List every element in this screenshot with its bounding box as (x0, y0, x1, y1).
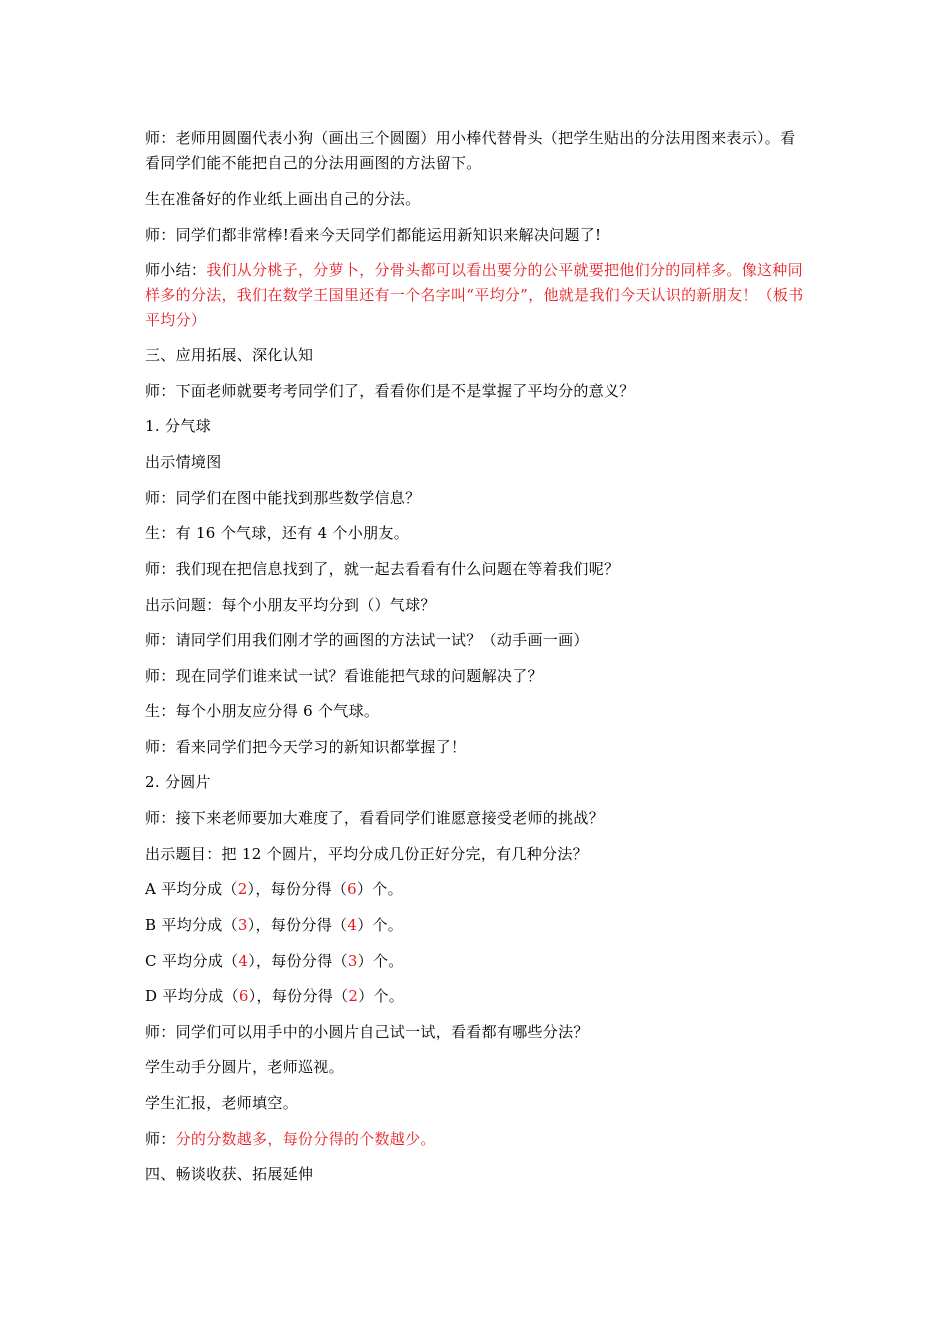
option-mid: ），每份分得（ (247, 880, 348, 898)
option-c (145, 949, 810, 974)
option-end: ）个。 (358, 987, 405, 1005)
conclusion-prefix: 师： (145, 1130, 176, 1148)
option-parts: 2 (237, 880, 248, 898)
summary-highlight: 我们从分桃子，分萝卜，分骨头都可以看出要分的公平就要把他们分的同样多。像这种同样多的分法，我们在数学王国里还有一个名字叫“平均分”，他就是我们今天认识的新朋友！（板书平均分） (145, 261, 804, 329)
paragraph-student-info: 生：有 16 个气球，还有 4 个小朋友。 (145, 524, 410, 542)
summary-prefix: 师小结： (145, 261, 207, 279)
section-heading-4: 四、畅谈收获、拓展延伸 (145, 1165, 314, 1183)
option-mid: ），每份分得（ (247, 916, 348, 934)
paragraph-teacher-draw: 师：老师用圆圈代表小狗（画出三个圆圈）用小棒代替骨头（把学生贴出的分法用图来表示）。看看同学们能不能把自己的分法用画图的方法留下。 (145, 129, 796, 172)
option-end: ）个。 (357, 880, 403, 898)
paragraph-teacher-problem: 师：我们现在把信息找到了，就一起去看看有什么问题在等着我们呢？ (145, 560, 620, 578)
paragraph-students-divide: 学生动手分圆片，老师巡视。 (145, 1058, 344, 1076)
option-lead: D 平均分成（ (145, 987, 239, 1005)
option-b (145, 913, 810, 938)
option-lead: A 平均分成（ (145, 880, 238, 898)
subheading-balloons: 1. 分气球 (145, 417, 211, 435)
option-each: 2 (348, 987, 359, 1005)
option-parts: 6 (238, 987, 249, 1005)
option-end: ）个。 (357, 916, 404, 934)
paragraph-teacher-mastered: 师：看来同学们把今天学习的新知识都掌握了！ (145, 738, 467, 756)
option-mid: ），每份分得（ (248, 987, 349, 1005)
paragraph-teacher-try: 师：请同学们用我们刚才学的画图的方法试一试？（动手画一画） (145, 631, 589, 649)
option-d (145, 984, 810, 1009)
conclusion-highlight: 分的分数越多，每份分得的个数越少。 (175, 1130, 436, 1148)
paragraph-teacher-challenge: 师：接下来老师要加大难度了，看看同学们谁愿意接受老师的挑战？ (145, 809, 605, 827)
paragraph-teacher-praise: 师：同学们都非常棒!看来今天同学们都能运用新知识来解决问题了! (145, 226, 602, 244)
paragraph-teacher-conclusion (145, 1127, 810, 1152)
paragraph-teacher-who: 师：现在同学们谁来试一试？看谁能把气球的问题解决了？ (145, 667, 543, 685)
paragraph-student-answer: 生：每个小朋友应分得 6 个气球。 (145, 702, 380, 720)
paragraph-show-problem: 出示问题：每个小朋友平均分到（）气球？ (145, 596, 436, 614)
paragraph-teacher-try-discs: 师：同学们可以用手中的小圆片自己试一试，看看都有哪些分法？ (145, 1023, 589, 1041)
paragraph-show-question: 出示题目：把 12 个圆片，平均分成几份正好分完，有几种分法？ (145, 845, 588, 863)
option-each: 4 (347, 916, 358, 934)
paragraph-students-report: 学生汇报，老师填空。 (145, 1094, 299, 1112)
paragraph-student-draw: 生在准备好的作业纸上画出自己的分法。 (145, 190, 421, 208)
paragraph-teacher-info: 师：同学们在图中能找到那些数学信息？ (145, 489, 421, 507)
option-end: ）个。 (357, 952, 404, 970)
option-mid: ），每份分得（ (248, 952, 348, 970)
section-heading-3: 三、应用拓展、深化认知 (145, 346, 314, 364)
subheading-discs: 2. 分圆片 (145, 773, 211, 791)
option-a (145, 877, 810, 902)
option-parts: 3 (237, 916, 248, 934)
option-each: 3 (347, 952, 358, 970)
option-lead: C 平均分成（ (145, 952, 239, 970)
paragraph-show-scene: 出示情境图 (145, 453, 222, 471)
paragraph-teacher-quiz: 师：下面老师就要考考同学们了，看看你们是不是掌握了平均分的意义？ (145, 382, 635, 400)
paragraph-teacher-summary (145, 258, 810, 333)
option-lead: B 平均分成（ (145, 916, 238, 934)
option-parts: 4 (238, 952, 249, 970)
option-each: 6 (347, 880, 357, 898)
